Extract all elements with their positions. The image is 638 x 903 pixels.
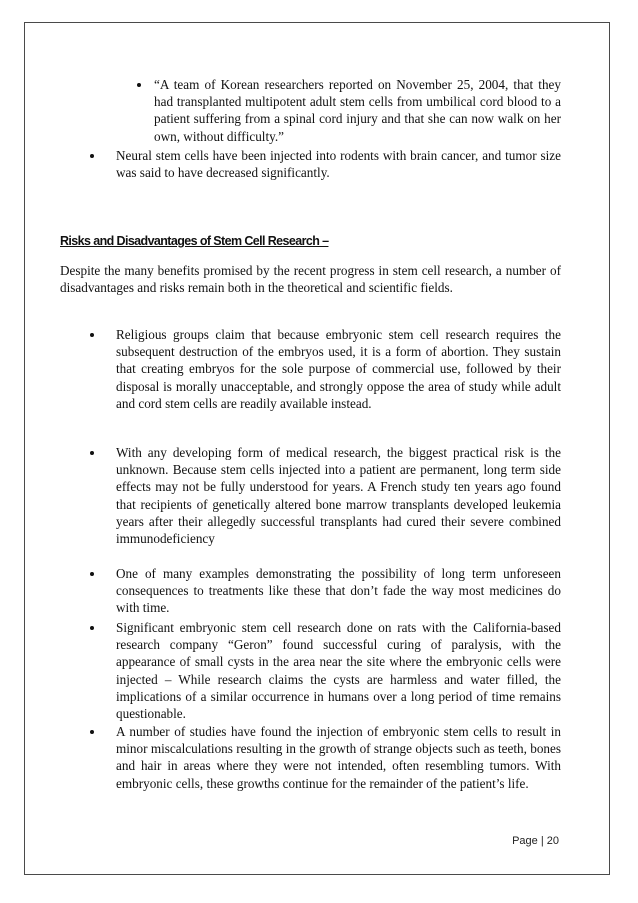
intro-paragraph: Despite the many benefits promised by the recent progress in stem cell research, a number of disadvantages and risks remain both in the theoretical and scientific fields.	[60, 263, 561, 296]
nested-bullet-text: “A team of Korean researchers reported on November 25, 2004, that they had transplanted multipotent adult stem cells from umbilical cord blood to a patient suffering from a spinal cord injury and that she can now walk on her own, without difficulty.”	[154, 77, 561, 144]
bullet-dot-icon	[90, 451, 94, 455]
risk-bullet-item	[116, 619, 561, 722]
page-number: Page | 20	[512, 835, 559, 847]
risk-bullet-text: With any developing form of medical research, the biggest practical risk is the unknown. Because stem cells injected into a patient are permanent, long term side effects may not be fully understood for years. A French study ten years ago found that recipients of genetically altered bone marrow transplants developed leukemia years after their allegedly successful transplants had cured their severe combined immunodeficiency	[116, 445, 561, 547]
top-bullet-text: Neural stem cells have been injected into rodents with brain cancer, and tumor size was said to have decreased significantly.	[116, 148, 561, 181]
bullet-dot-icon	[90, 333, 94, 337]
risk-bullet-item	[116, 723, 561, 792]
bullet-dot-icon	[137, 83, 141, 87]
section-heading: Risks and Disadvantages of Stem Cell Research –	[60, 234, 329, 248]
nested-bullet-item	[154, 76, 561, 145]
top-bullet-item	[116, 147, 561, 181]
risk-bullet-item	[116, 326, 561, 412]
bullet-dot-icon	[90, 154, 94, 158]
risk-bullet-text: A number of studies have found the injection of embryonic stem cells to result in minor miscalculations resulting in the growth of strange objects such as teeth, bones and hair in areas where they were not intended, often resembling tumors. With embryonic cells, these growths continue for the remainder of the patient’s life.	[116, 724, 561, 791]
bullet-dot-icon	[90, 626, 94, 630]
risk-bullet-item	[116, 444, 561, 547]
risk-bullet-text: One of many examples demonstrating the possibility of long term unforeseen consequences to treatments like these that don’t fade the way most medicines do with time.	[116, 566, 561, 616]
risk-bullet-item	[116, 565, 561, 617]
risk-bullet-text: Religious groups claim that because embryonic stem cell research requires the subsequent destruction of the embryos used, it is a form of abortion. They sustain that creating embryos for the sole purpose of commercial use, followed by their disposal is morally unacceptable, and strongly oppose the area of study while adult and cord stem cells are readily available instead.	[116, 327, 561, 411]
bullet-dot-icon	[90, 572, 94, 576]
risk-bullet-text: Significant embryonic stem cell research done on rats with the California-based research company “Geron” found successful curing of paralysis, with the appearance of small cysts in the area near the site where the embryonic cells were injected – While research claims the cysts are harmless and water filled, the implications of a similar occurrence in humans over a long period of time remains questionable.	[116, 620, 561, 722]
bullet-dot-icon	[90, 730, 94, 734]
